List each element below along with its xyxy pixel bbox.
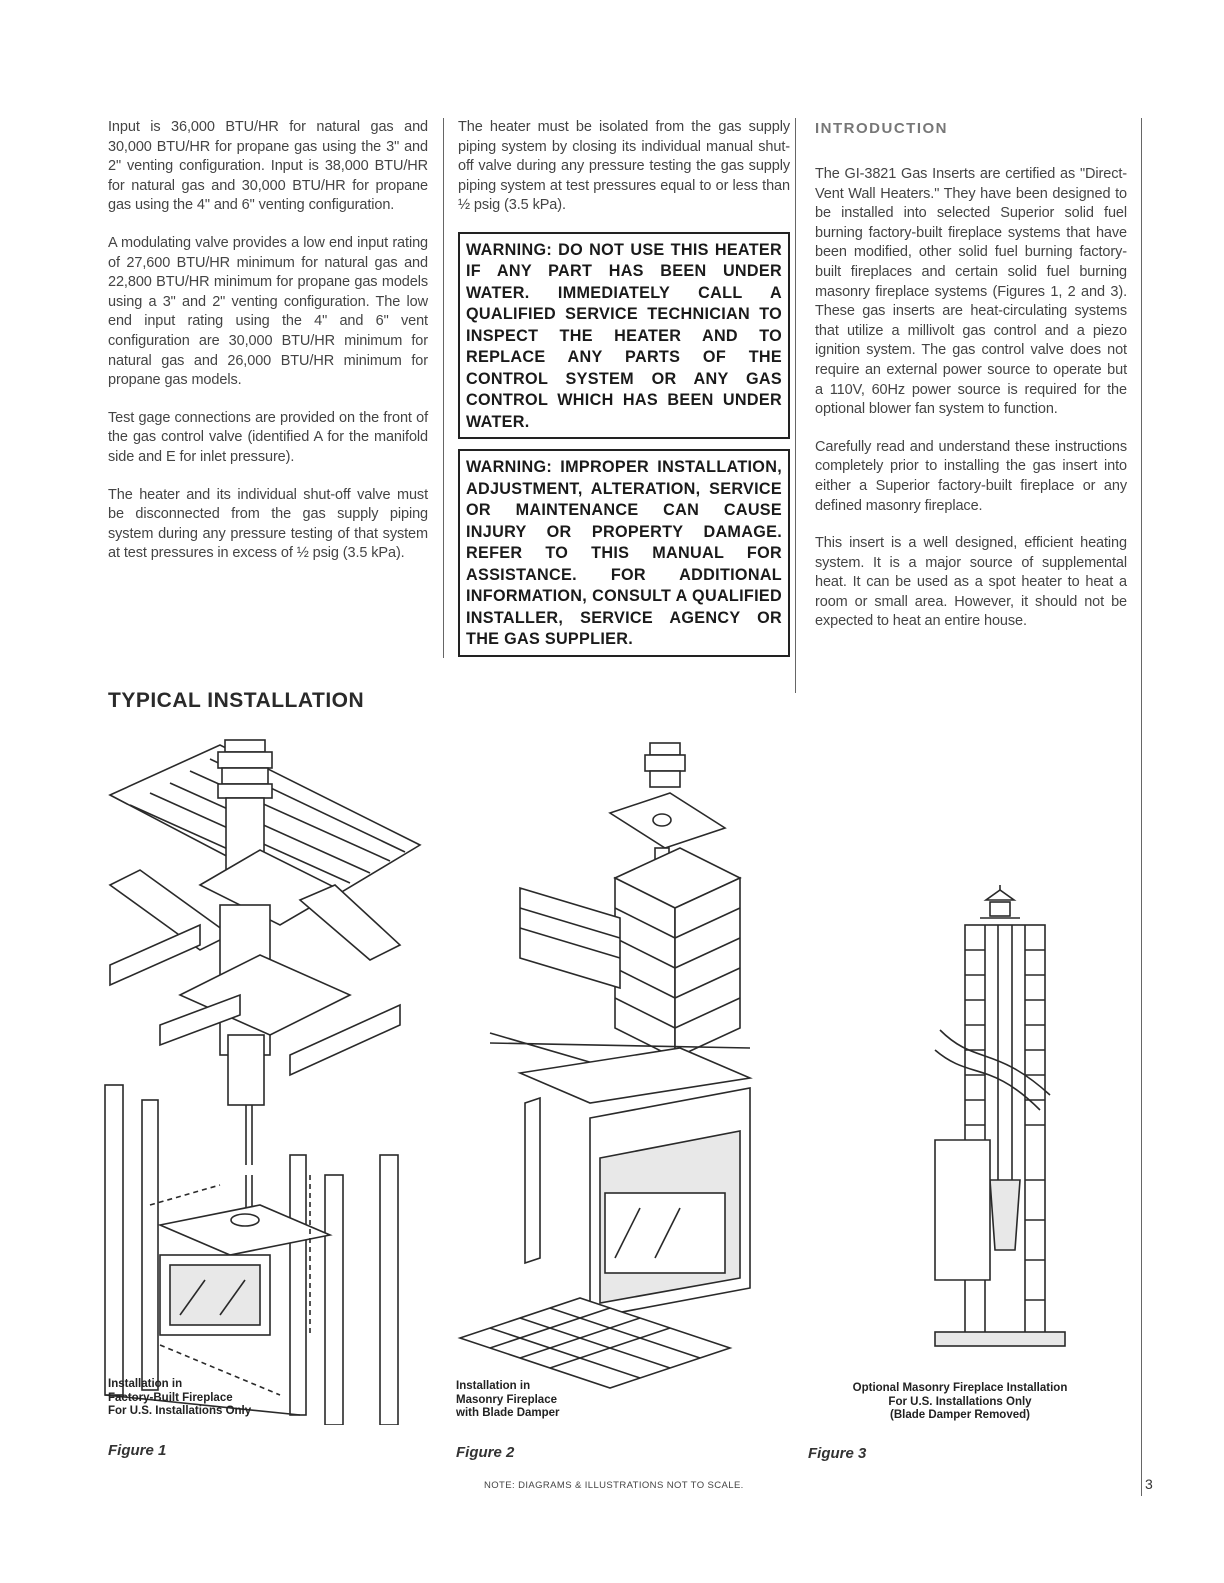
- figure-2-illustration: [450, 738, 780, 1428]
- paragraph-test-gage: Test gage connections are provided on the front of the gas control valve (identified A for the manifold side and E for inlet pressure).: [108, 409, 428, 465]
- column-1: [108, 118, 428, 582]
- fireplace-mantel-icon: [520, 1048, 750, 1318]
- vent-cap-icon: [980, 885, 1020, 918]
- paragraph-input-rating: Input is 36,000 BTU/HR for natural gas and 30,000 BTU/HR for propane gas using the 3" and 2" venting configuration. Input is 38,000 BTU/HR for natural gas and 30,000 BTU/HR for propane gas using the 4" and 6" venting configuration.: [108, 119, 428, 214]
- page-number: 3: [1145, 1476, 1153, 1492]
- column-divider-1: [443, 118, 444, 658]
- paragraph-read-instructions: Carefully read and understand these instructions completely prior to installing the gas insert into either a Superior factory-built fireplace or any defined masonry fireplace.: [815, 438, 1127, 514]
- figure-2-caption: [456, 1380, 560, 1421]
- figure-1-caption: [108, 1378, 251, 1419]
- paragraph-certified: The GI-3821 Gas Inserts are certified as "Direct-Vent Wall Heaters." They have been designed to be installed into selected Superior solid fuel burning factory-built fireplace systems that have been modified, other solid fuel burning factory-built fireplaces and certain solid fuel burning masonry fireplace systems (Figures 1, 2 and 3). These gas inserts are heat-circulating systems that utilize a millivolt gas control and a piezo ignition system. The gas control valve does not require an external power source to operate but a 110V, 60Hz power source is required for the optional blower fan system to function.: [815, 166, 1127, 418]
- figure-1-label: Figure 1: [108, 1442, 167, 1459]
- hearth-floor-tiles-icon: [460, 1298, 730, 1388]
- figure-3-caption: [830, 1382, 1090, 1423]
- caption-line: Installation in: [108, 1378, 183, 1390]
- paragraph-shutoff-valve: The heater and its individual shut-off valve must be disconnected from the gas supply piping system during any pressure testing of that system at test pressures in excess of ½ psig (3.5 kPa).: [108, 486, 428, 562]
- warning-box-installation: WARNING: IMPROPER INSTALLATION, ADJUSTMENT, ALTERATION, SERVICE OR MAINTENANCE CAN CAUSE INJURY OR PROPERTY DAMAGE. REFER TO THIS MANUAL FOR ASSISTANCE. FOR ADDITIONAL INFORMATION, CONSULT A QUALIFIED INSTALLER, SERVICE AGENCY OR THE GAS SUPPLIER.: [458, 449, 790, 657]
- figure-1-illustration: [100, 735, 430, 1425]
- section-heading-typical-installation: TYPICAL INSTALLATION: [108, 689, 365, 712]
- column-divider-2: [795, 118, 796, 693]
- caption-line: Factory-Built Fireplace: [108, 1391, 233, 1404]
- caption-line: Installation in: [456, 1380, 531, 1392]
- figure-3-label: Figure 3: [808, 1445, 867, 1462]
- caption-line: Optional Masonry Fireplace Installation: [852, 1382, 1068, 1394]
- chimney-cap-icon: [645, 743, 685, 787]
- warning-box-water: WARNING: DO NOT USE THIS HEATER IF ANY PART HAS BEEN UNDER WATER. IMMEDIATELY CALL A QUALIFIED SERVICE TECHNICIAN TO INSPECT THE HEATER AND TO REPLACE ANY PARTS OF THE CONTROL SYSTEM OR ANY GAS CONTROL WHICH HAS BEEN UNDER WATER.: [458, 232, 790, 440]
- caption-line: Masonry Fireplace: [456, 1393, 557, 1406]
- masonry-chimney-icon: [615, 848, 740, 1058]
- column-3: [815, 120, 1127, 650]
- caption-line: For U.S. Installations Only: [108, 1405, 252, 1417]
- right-margin-rule: [1141, 118, 1142, 1496]
- scale-note: NOTE: DIAGRAMS & ILLUSTRATIONS NOT TO SCALE.: [484, 1480, 744, 1491]
- column-2: [458, 118, 790, 667]
- caption-line: with Blade Damper: [456, 1407, 560, 1419]
- paragraph-modulating-valve: A modulating valve provides a low end input rating of 27,600 BTU/HR minimum for natural gas and 22,800 BTU/HR minimum for propane gas models using a 3" and 2" venting configuration. The low end input rating using the 4" and 6" vent configuration are 30,000 BTU/HR minimum for natural gas and 26,000 BTU/HR minimum for propane gas models.: [108, 234, 428, 389]
- caption-line: (Blade Damper Removed): [890, 1409, 1030, 1421]
- figure-2-label: Figure 2: [456, 1444, 515, 1461]
- caption-line: For U.S. Installations Only: [888, 1395, 1032, 1408]
- paragraph-isolation: The heater must be isolated from the gas supply piping system by closing its individual manual shut-off valve during any pressure testing the gas supply piping system at test pressures equal to or less than ½ psig (3.5 kPa).: [458, 119, 790, 214]
- paragraph-efficient-heating: This insert is a well designed, efficient heating system. It is a major source of supplemental heat. It can be used as a spot heater to heat a room or small area. However, it should not be expected to heat an entire house.: [815, 535, 1127, 630]
- introduction-heading: INTRODUCTION: [815, 120, 948, 137]
- figure-3-illustration: [930, 880, 1070, 1370]
